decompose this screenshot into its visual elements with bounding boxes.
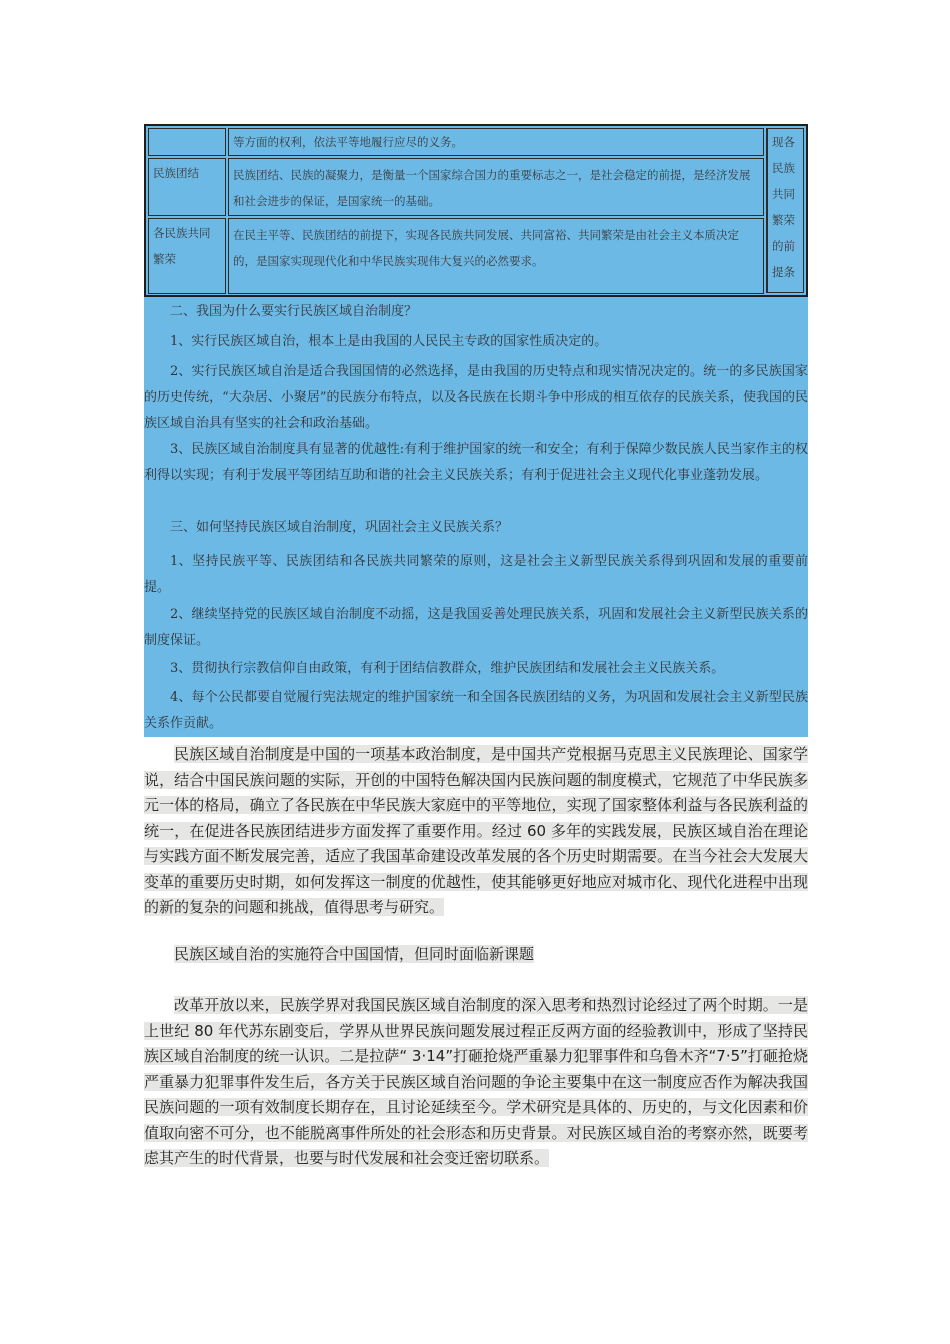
reason-2: 2、实行民族区域自治是适合我国国情的必然选择，是由我国的历史特点和现实情况决定的。统一的多民族国家的历史传统，“大杂居、小聚居”的民族分布特点，以及各民族在长期斗争中形成的相互依存的民族关系，使我国的民族区域自治具有坚实的社会和政治基础。 [144,364,808,431]
article-body [144,993,808,1172]
reason-3: 3、民族区域自治制度具有显著的优越性:有利于维护国家的统一和安全；有利于保障少数民族人民当家作主的权利得以实现；有利于发展平等团结互助和谐的社会主义民族关系；有利于促进社会主义现代化事业蓬勃发展。 [144,442,808,483]
measure-1: 1、坚持民族平等、民族团结和各民族共同繁荣的原则，这是社会主义新型民族关系得到巩固和发展的重要前提。 [144,554,808,595]
article-body-text: 改革开放以来，民族学界对我国民族区域自治制度的深入思考和热烈讨论经过了两个时期。一是上世纪 80 年代苏东剧变后，学界从世界民族问题发展过程正反两方面的经验教训中，形成了坚持民族区域自治制度的统一认识。二是拉萨“ 3·14”打砸抢烧严重暴力犯罪事件和乌鲁木齐“7·5”打砸抢烧严重暴力犯罪事件发生后，各方关于民族区域自治问题的争论主要集中在这一制度应否作为解决我国民族问题的一项有效制度长期存在，且讨论延续至今。学术研究是具体的、历史的，与文化因素和价值取向密不可分，也不能脱离事件所处的社会形态和历史背景。对民族区域自治的考察亦然，既要考虑其产生的时代背景，也要与时代发展和社会变迁密切联系。 [144,996,808,1167]
table-row-1-desc: 等方面的权利，依法平等地履行应尽的义务。 [228,128,764,156]
article-subheading-text: 民族区域自治的实施符合中国国情，但同时面临新课题 [174,945,535,963]
highlighted-section [144,297,808,737]
table-row-3-desc: 在民主平等、民族团结的前提下，实现各民族共同发展、共同富裕、共同繁荣是由社会主义本质决定的，是国家实现现代化和中华民族实现伟大复兴的必然要求。 [228,218,764,294]
measure-3: 3、贯彻执行宗教信仰自由政策，有利于团结信教群众，维护民族团结和发展社会主义民族关系。 [170,661,725,676]
table-row-2-desc: 民族团结、民族的凝聚力，是衡量一个国家综合国力的重要标志之一，是社会稳定的前提，是经济发展和社会进步的保证，是国家统一的基础。 [228,158,764,216]
table-row-3-name: 各民族共同繁荣 [148,218,226,294]
table-row-2-name: 民族团结 [148,158,226,216]
article-intro [144,742,808,921]
table-right-cell: 现各民族共同繁荣的前提条 [766,128,804,293]
measure-2: 2、继续坚持党的民族区域自治制度不动摇，这是我国妥善处理民族关系，巩固和发展社会主义新型民族关系的制度保证。 [144,607,808,648]
heading-two: 二、我国为什么要实行民族区域自治制度？ [170,304,418,319]
article-subheading [144,942,808,968]
article-intro-text: 民族区域自治制度是中国的一项基本政治制度，是中国共产党根据马克思主义民族理论、国家学说，结合中国民族问题的实际，开创的中国特色解决国内民族问题的制度模式，它规范了中华民族多元一体的格局，确立了各民族在中华民族大家庭中的平等地位，实现了国家整体利益与各民族利益的统一，在促进各民族团结进步方面发挥了重要作用。经过 60 多年的实践发展，民族区域自治在理论与实践方面不断发展完善，适应了我国革命建设改革发展的各个历史时期需要。在当今社会大发展大变革的重要历史时期，如何发挥这一制度的优越性，使其能够更好地应对城市化、现代化进程中出现的新的复杂的问题和挑战，值得思考与研究。 [144,745,808,916]
heading-three: 三、如何坚持民族区域自治制度，巩固社会主义民族关系？ [170,520,509,535]
principles-table [144,124,808,297]
measure-4: 4、每个公民都要自觉履行宪法规定的维护国家统一和全国各民族团结的义务，为巩固和发展社会主义新型民族关系作贡献。 [144,690,808,731]
reason-1: 1、实行民族区域自治，根本上是由我国的人民民主专政的国家性质决定的。 [170,334,608,349]
table-row-1-name [148,128,226,156]
